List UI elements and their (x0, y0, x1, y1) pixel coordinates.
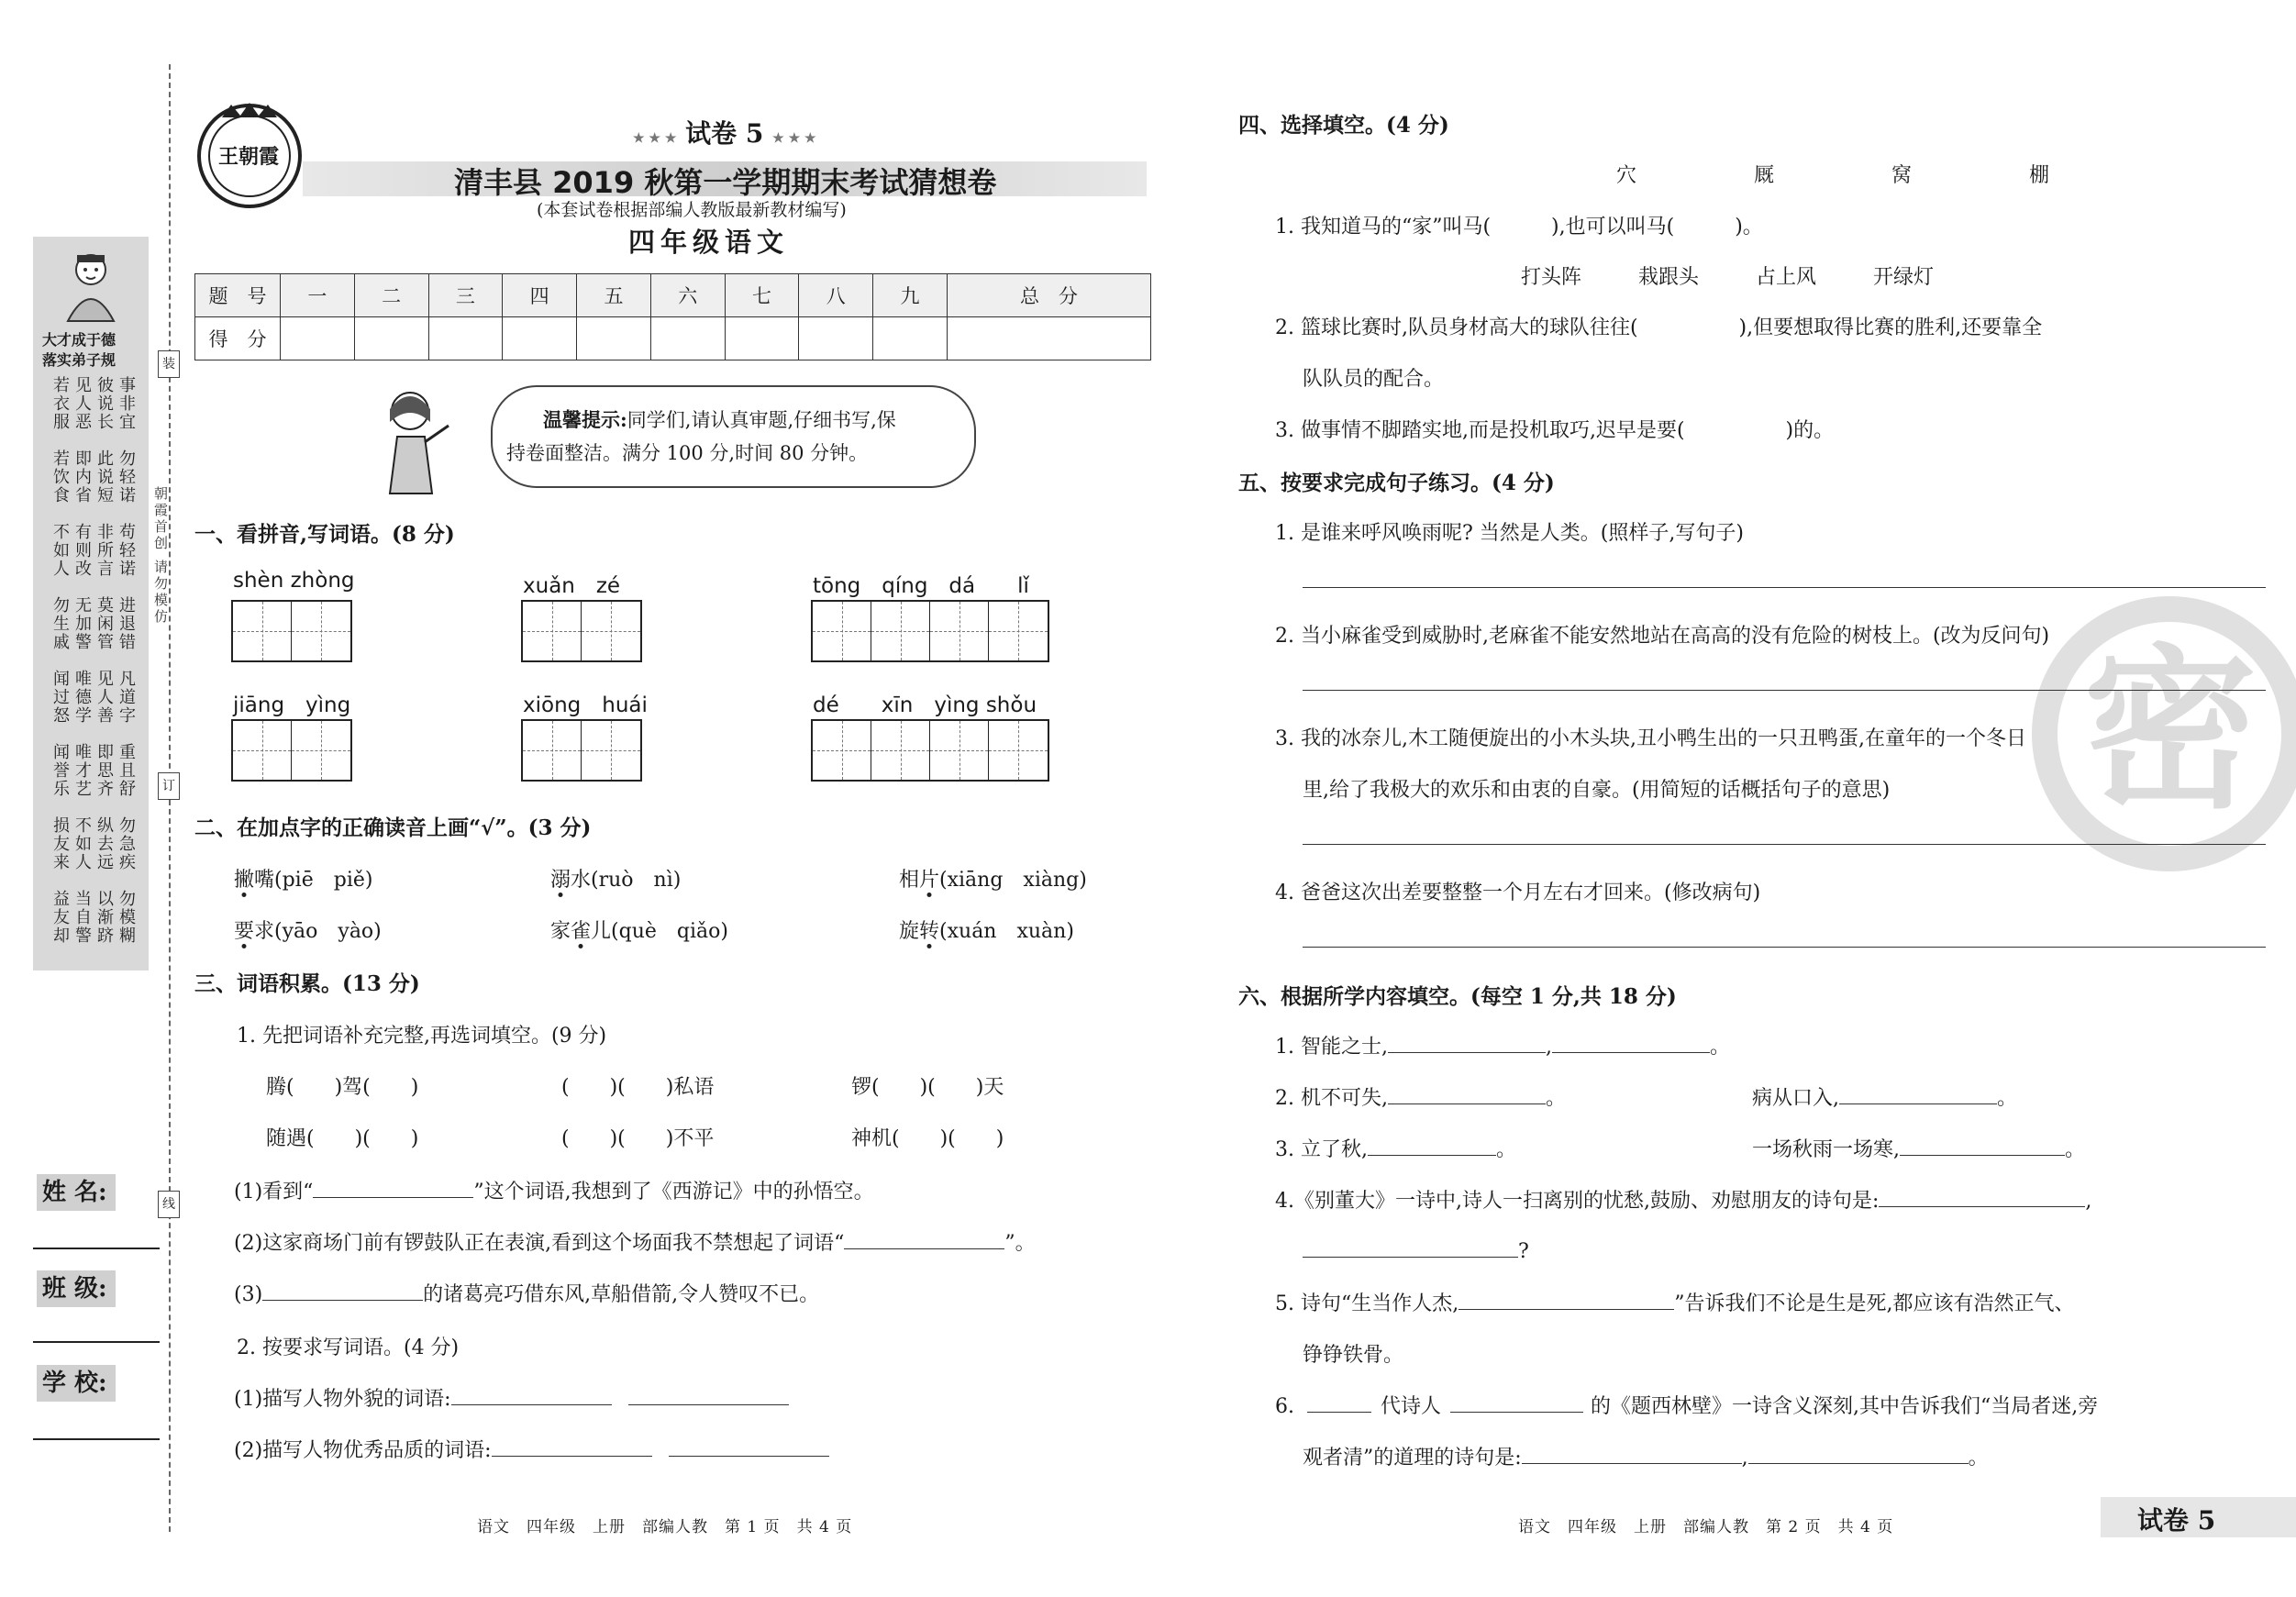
q1-pinyin: xiōng huái (523, 693, 648, 717)
q6-item-4a (1275, 1185, 2091, 1214)
q3-word-blank[interactable]: ( )( )私语 (561, 1076, 715, 1099)
score-input-cell[interactable] (799, 317, 873, 360)
class-label: 班 级: (37, 1270, 116, 1307)
q3-word-blank[interactable]: 锣( )( )天 (851, 1076, 1004, 1099)
star-icon: ★ ★ ★ (772, 131, 816, 146)
q1-grid-cell[interactable] (233, 721, 292, 780)
motto-column: 此说短 (94, 449, 114, 505)
q3-fill-1-post: ”这个词语,我想到了《西游记》中的孙悟空。 (473, 1181, 874, 1203)
q4-option: 栽跟头 (1638, 266, 1700, 289)
name-label: 姓 名: (37, 1174, 116, 1211)
score-input-cell[interactable] (947, 317, 1150, 360)
q2-readings[interactable]: (xiāng xiàng) (939, 869, 1087, 892)
motto-title-2: 落实弟子规 (42, 351, 116, 369)
q1-pinyin: shèn zhòng (233, 569, 355, 593)
q3-word-blank[interactable]: 腾( )驾( ) (266, 1076, 419, 1099)
motto-column: 若衣服 (50, 376, 70, 431)
motto-column: 即思齐 (94, 743, 114, 798)
q5-item-2: 2. 当小麻雀受到威胁时,老麻雀不能安然地站在高高的没有危险的树枝上。(改为反问句) (1275, 625, 2050, 648)
q3-fill-1 (234, 1176, 874, 1204)
motto-column: 有则改 (72, 523, 92, 578)
q6-2-end: 。 (1545, 1087, 1566, 1110)
q1-grid-cell[interactable] (930, 721, 989, 780)
q6-6b-sep: , (1741, 1447, 1748, 1469)
q4-option: 厩 (1754, 164, 1775, 187)
q1-writing-grid[interactable] (521, 719, 642, 782)
logo-text: 王朝霞 (218, 145, 280, 169)
q2-readings[interactable]: 儿(què qiǎo) (591, 920, 728, 943)
school-field[interactable] (33, 1438, 160, 1440)
q6-5-blank[interactable] (1459, 1289, 1674, 1310)
q5-item-1: 1. 是谁来呼风唤雨呢? 当然是人类。(照样子,写句子) (1275, 522, 1744, 545)
score-input-cell[interactable] (650, 317, 725, 360)
score-input-cell[interactable] (428, 317, 503, 360)
score-table (194, 273, 1151, 360)
motto-column: 莫闲管 (94, 596, 114, 651)
q3-req-1-label: (1)描写人物外貌的词语: (234, 1388, 451, 1411)
motto-column: 益友却 (50, 890, 70, 945)
score-value-row (195, 317, 1151, 360)
star-icon: ★ ★ ★ (633, 131, 677, 146)
q6-1-end: 。 (1709, 1036, 1730, 1059)
score-header-cell: 九 (873, 274, 948, 317)
q3-heading: 三、词语积累。(13 分) (194, 971, 420, 996)
motto-column: 勿急疾 (116, 816, 136, 871)
motto-column: 损友来 (50, 816, 70, 871)
motto-column: 纵去远 (94, 816, 114, 871)
q4-item-2a: 2. 篮球比赛时,队员身材高大的球队往往( ),但要想取得比赛的胜利,还要靠全 (1275, 316, 2043, 339)
q6-3-pre: 3. 立了秋, (1275, 1138, 1368, 1161)
q2-item (234, 915, 382, 944)
footer-tag: 试卷 5 (2137, 1505, 2216, 1536)
q2-dotted-char: 撇 (234, 869, 255, 892)
binding-mark-1: 装 (158, 350, 180, 378)
grade-subject: 四年级语文 (628, 227, 790, 258)
motto-column: 事非宜 (116, 376, 136, 431)
secret-watermark (2032, 596, 2296, 871)
notice-label: 温馨提示: (543, 408, 627, 431)
q3-req-2 (234, 1435, 829, 1463)
q4-option: 穴 (1616, 164, 1637, 187)
q3-req-1 (234, 1383, 789, 1412)
school-label: 学 校: (37, 1365, 116, 1402)
motto-column: 勿模糊 (116, 890, 136, 945)
q3-word-blank[interactable]: ( )( )不平 (561, 1127, 715, 1150)
q1-grid-cell[interactable] (989, 602, 1048, 660)
q1-writing-grid[interactable] (231, 600, 352, 662)
q4-option: 打头阵 (1521, 266, 1582, 289)
q1-grid-cell[interactable] (233, 602, 292, 660)
q6-item-4b (1303, 1237, 1529, 1263)
motto-column: 苟轻诺 (116, 523, 136, 578)
score-header-cell: 八 (799, 274, 873, 317)
q6-2-blank-a[interactable] (1388, 1083, 1546, 1104)
q2-readings[interactable]: 水(ruò nì) (571, 869, 682, 892)
motto-column: 重且舒 (116, 743, 136, 798)
q2-readings[interactable]: 嘴(piē piě) (254, 869, 373, 892)
score-header-cell: 七 (725, 274, 799, 317)
q6-1-blank-b[interactable] (1552, 1032, 1710, 1053)
q6-6b-pre: 观者清”的道理的诗句是: (1303, 1447, 1522, 1469)
notice-bubble (491, 385, 976, 488)
q6-6-pre: 6. (1275, 1395, 1294, 1418)
q6-2b-end: 。 (1997, 1087, 2018, 1110)
score-input-cell[interactable] (873, 317, 948, 360)
q5-item-4: 4. 爸爸这次出差要整整一个月左右才回来。(修改病句) (1275, 882, 1761, 904)
q2-dotted-char: 雀 (571, 920, 592, 943)
score-input-cell[interactable] (354, 317, 428, 360)
q6-4-blank-a[interactable] (1879, 1186, 2085, 1207)
q4-option: 窝 (1891, 164, 1913, 187)
q6-1-pre: 1. 智能之士, (1275, 1036, 1388, 1059)
q3-fill-2-post: ”。 (1004, 1232, 1036, 1255)
q2-readings[interactable]: 求(yāo yào) (254, 920, 382, 943)
q6-6b-end: 。 (1968, 1447, 1989, 1469)
score-header-cell: 二 (354, 274, 428, 317)
motto-column: 闻誉乐 (50, 743, 70, 798)
score-input-cell[interactable] (503, 317, 577, 360)
motto-column: 凡道字 (116, 670, 136, 725)
q6-6-blank-b[interactable] (1450, 1392, 1583, 1413)
publisher-logo (194, 101, 305, 211)
q6-3b-end: 。 (2065, 1138, 2086, 1161)
q1-writing-grid[interactable] (811, 719, 1049, 782)
q2-dotted-char: 溺 (550, 869, 571, 892)
q6-4-blank-b[interactable] (1303, 1237, 1518, 1258)
score-header-cell: 总 分 (947, 274, 1150, 317)
q6-6-mid1: 代诗人 (1381, 1395, 1442, 1418)
q6-3b-pre: 一场秋雨一场寒, (1752, 1138, 1900, 1161)
q3-fill-3-post: 的诸葛亮巧借东风,草船借箭,令人赞叹不已。 (423, 1283, 820, 1306)
q4-item-2b: 队队员的配合。 (1303, 368, 1445, 391)
q6-4-sep: , (2085, 1190, 2092, 1213)
q6-item-5a (1275, 1288, 2074, 1316)
q1-pinyin: dé xīn yìng shǒu (813, 693, 1037, 717)
q2-heading: 二、在加点字的正确读音上画“√”。(3 分) (194, 815, 592, 840)
q2-item (234, 864, 372, 893)
q3-req-2-blank-a[interactable] (492, 1436, 652, 1457)
q1-pinyin: jiāng yìng (233, 693, 351, 717)
paper-tag (633, 114, 816, 150)
motto-column: 以渐跻 (94, 890, 114, 945)
motto-column: 即内省 (72, 449, 92, 505)
q2-prefix: 旋 (899, 920, 920, 943)
motto-column: 见人善 (94, 670, 114, 725)
q1-grid-cell[interactable] (523, 602, 582, 660)
q4-option: 占上风 (1756, 266, 1817, 289)
motto-column: 非所言 (94, 523, 114, 578)
q6-1-blank-a[interactable] (1388, 1032, 1546, 1053)
q1-grid-cell[interactable] (989, 721, 1048, 780)
score-header-cell: 五 (577, 274, 651, 317)
q3-fill-3-blank[interactable] (262, 1280, 423, 1301)
q2-dotted-char: 片 (919, 869, 940, 892)
q3-fill-3 (234, 1279, 819, 1307)
q3-req-1-blank-a[interactable] (451, 1384, 612, 1405)
q6-6-blank-a[interactable] (1307, 1392, 1371, 1413)
q1-pinyin: xuǎn zé (523, 574, 621, 598)
q6-item-2b (1752, 1082, 2017, 1111)
notice-line-2: 持卷面整洁。满分 100 分,时间 80 分钟。 (506, 442, 869, 464)
q6-item-5b: 铮铮铁骨。 (1303, 1344, 1404, 1367)
q1-heading: 一、看拼音,写词语。(8 分) (194, 522, 455, 547)
q1-writing-grid[interactable] (811, 600, 1049, 662)
q1-grid-cell[interactable] (813, 721, 871, 780)
q6-item-2a (1275, 1082, 1566, 1111)
q1-grid-cell[interactable] (292, 721, 350, 780)
q4-item-3: 3. 做事情不脚踏实地,而是投机取巧,迟早是要( )的。 (1275, 419, 1835, 442)
q6-item-6b (1303, 1442, 1989, 1470)
q1-grid-cell[interactable] (582, 721, 640, 780)
q2-item (550, 915, 728, 944)
q2-prefix: 家 (550, 920, 571, 943)
q3-fill-2-blank[interactable] (844, 1228, 1004, 1249)
page-title: 清丰县 2019 秋第一学期期末考试猜想卷 (454, 165, 997, 200)
notice-line-1 (543, 405, 896, 433)
q5-item-3b: 里,给了我极大的欢乐和由衷的自豪。(用简短的话概括句子的意思) (1303, 779, 1891, 802)
score-header-cell: 题 号 (195, 274, 281, 317)
q3-fill-3-pre: (3) (234, 1283, 263, 1306)
footer-right: 语文 四年级 上册 部编人教 第 2 页 共 4 页 (1518, 1518, 1894, 1536)
q6-3-blank-b[interactable] (1900, 1135, 2065, 1156)
q5-answer-4[interactable] (1303, 947, 2266, 948)
q5-answer-1[interactable] (1303, 587, 2266, 588)
motto-column: 不如人 (72, 816, 92, 871)
motto-column: 勿轻诺 (116, 449, 136, 505)
paper-tag-text: 试卷 5 (685, 118, 764, 149)
q1-pinyin: tōng qíng dá lǐ (813, 574, 1029, 598)
q5-answer-2[interactable] (1303, 690, 2266, 691)
motto-column: 若饮食 (50, 449, 70, 505)
q5-heading: 五、按要求完成句子练习。(4 分) (1238, 471, 1555, 495)
score-header-cell: 六 (650, 274, 725, 317)
q6-2-pre: 2. 机不可失, (1275, 1087, 1388, 1110)
q1-grid-cell[interactable] (871, 602, 930, 660)
score-header-row (195, 274, 1151, 317)
q3-word-blank[interactable]: 神机( )( ) (851, 1127, 1004, 1150)
score-header-cell: 一 (281, 274, 355, 317)
q2-dotted-char: 要 (234, 920, 255, 943)
q3-req-1-blank-b[interactable] (628, 1384, 789, 1405)
motto-column: 唯才艺 (72, 743, 92, 798)
motto-column: 闻过怒 (50, 670, 70, 725)
q2-item (899, 915, 1074, 944)
q3-fill-1-blank[interactable] (313, 1177, 473, 1198)
score-input-cell[interactable] (281, 317, 355, 360)
q1-grid-cell[interactable] (523, 721, 582, 780)
q6-6-blank-d[interactable] (1748, 1443, 1969, 1464)
page-subtitle: (本套试卷根据部编人教版最新教材编写) (537, 200, 847, 220)
q1-writing-grid[interactable] (231, 719, 352, 782)
q1-writing-grid[interactable] (521, 600, 642, 662)
name-field[interactable] (33, 1248, 160, 1249)
motto-figure (59, 250, 123, 323)
q4-option: 开绿灯 (1873, 266, 1935, 289)
binding-mark-2: 订 (158, 772, 180, 800)
q3-req-2-label: (2)描写人物优秀品质的词语: (234, 1439, 492, 1462)
q6-5-pre: 5. 诗句“生当作人杰, (1275, 1292, 1459, 1315)
q4-heading: 四、选择填空。(4 分) (1238, 113, 1449, 138)
score-input-cell[interactable] (725, 317, 799, 360)
q1-grid-cell[interactable] (871, 721, 930, 780)
watermark-text: 密 (2083, 627, 2258, 832)
q6-2-blank-b[interactable] (1839, 1083, 1997, 1104)
girl-illustration (372, 385, 454, 495)
q1-grid-cell[interactable] (292, 602, 350, 660)
score-header-cell: 四 (503, 274, 577, 317)
q6-6-blank-c[interactable] (1522, 1443, 1742, 1464)
q3-fill-1-pre: (1)看到“ (234, 1181, 314, 1203)
q1-grid-cell[interactable] (582, 602, 640, 660)
q6-4-pre: 4.《别董大》一诗中,诗人一扫离别的忧愁,鼓励、劝慰朋友的诗句是: (1275, 1190, 1880, 1213)
q2-item (899, 864, 1087, 893)
motto-column: 进退错 (116, 596, 136, 651)
q2-item (550, 864, 681, 893)
q6-item-3a (1275, 1134, 1516, 1162)
footer-left: 语文 四年级 上册 部编人教 第 1 页 共 4 页 (477, 1518, 853, 1536)
q4-option: 棚 (2029, 164, 2050, 187)
motto-column: 唯德学 (72, 670, 92, 725)
q3-req-2-blank-b[interactable] (669, 1436, 829, 1457)
q6-heading: 六、根据所学内容填空。(每空 1 分,共 18 分) (1238, 984, 1677, 1009)
motto-column: 彼说长 (94, 376, 114, 431)
motto-title-1: 大才成于德 (42, 331, 116, 349)
q1-grid-cell[interactable] (930, 602, 989, 660)
q6-2b-pre: 病从口入, (1752, 1087, 1839, 1110)
q6-item-1 (1275, 1031, 1730, 1059)
motto-column: 当自警 (72, 890, 92, 945)
score-header-cell: 三 (428, 274, 503, 317)
q6-item-6a (1275, 1391, 2098, 1419)
binding-mark-3: 线 (158, 1191, 180, 1218)
q2-prefix: 相 (899, 869, 920, 892)
q2-dotted-char: 转 (919, 920, 940, 943)
q6-4-end: ? (1518, 1240, 1529, 1263)
q2-readings[interactable]: (xuán xuàn) (939, 920, 1074, 943)
class-field[interactable] (33, 1341, 160, 1343)
motto-column: 无加警 (72, 596, 92, 651)
q6-5-post: ”告诉我们不论是生是死,都应该有浩然正气、 (1674, 1292, 2075, 1315)
q5-item-3a: 3. 我的冰奈儿,木工随便旋出的小木头块,丑小鸭生出的一只丑鸭蛋,在童年的一个冬日 (1275, 727, 2026, 750)
q5-answer-3[interactable] (1303, 844, 2266, 845)
q6-3-end: 。 (1495, 1138, 1516, 1161)
q1-grid-cell[interactable] (813, 602, 871, 660)
q6-6-mid2: 的《题西林壁》一诗含义深刻,其中告诉我们“当局者迷,旁 (1591, 1395, 2099, 1418)
motto-column: 勿生戚 (50, 596, 70, 651)
score-label-cell: 得 分 (195, 317, 281, 360)
sidebar-vertical-note: 朝霞首创 请勿模仿 (152, 486, 169, 626)
q3-fill-2 (234, 1227, 1036, 1256)
q4-item-1: 1. 我知道马的“家”叫马( ),也可以叫马( )。 (1275, 216, 1763, 238)
q3-sub1: 1. 先把词语补充完整,再选词填空。(9 分) (237, 1025, 607, 1048)
q6-item-3b (1752, 1134, 2085, 1162)
q6-1-sep: , (1545, 1036, 1552, 1059)
motto-column: 见人恶 (72, 376, 92, 431)
q3-sub2: 2. 按要求写词语。(4 分) (237, 1336, 460, 1359)
q6-3-blank-a[interactable] (1368, 1135, 1496, 1156)
motto-panel (33, 237, 149, 970)
motto-column: 不如人 (50, 523, 70, 578)
q3-fill-2-pre: (2)这家商场门前有锣鼓队正在表演,看到这个场面我不禁想起了词语“ (234, 1232, 845, 1255)
q3-word-blank[interactable]: 随遇( )( ) (266, 1127, 419, 1150)
score-input-cell[interactable] (577, 317, 651, 360)
notice-text-1: 同学们,请认真审题,仔细书写,保 (627, 409, 896, 431)
